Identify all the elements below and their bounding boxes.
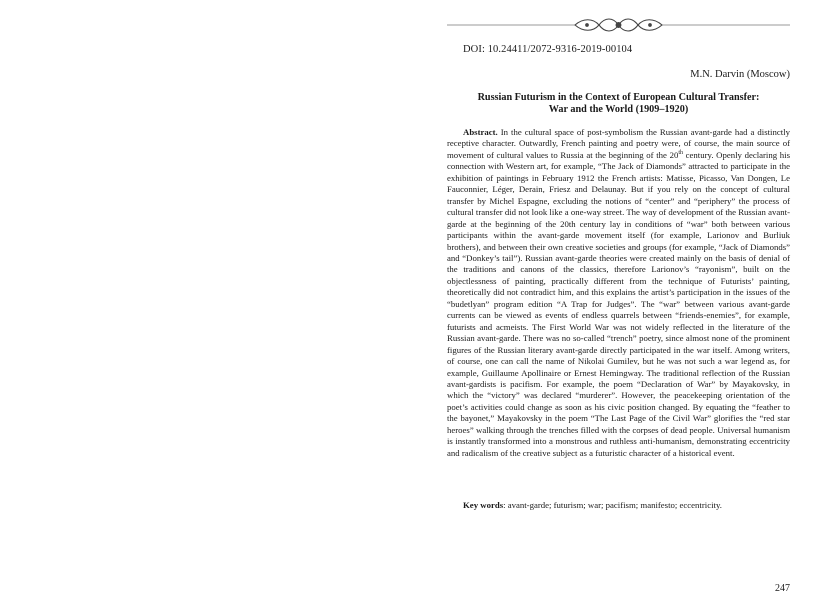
abstract-text-part2: century. Openly declaring his connection with Western art, for example, “The Jack of Diamonds” attracted to participate in the exhibition of paintings in February 1912 the French artists: Matisse, Picasso, Van Dongen, Le Fauconnier, Léger, Derain, Friesz and Delaunay. But if you rely on the concept of cultural transfer by Michel Espagne, excluding the notions of “center” and “periphery” the process of cultural transfer did not look like a one-way street. The way of development of the Russian avant-garde at the beginning of the 20th century lay in conditions of “war” both between various participants within the avant-garde movement itself (for example, Larionov and Burliuk brothers), and between their own creative societies and groups (for example, “Jack of Diamonds” and “Donkey’s tail”). Russian avant-garde theories were created mainly on the basis of denial of the traditions and canons of the classics, therefore Larionov’s “rayonism”, built on the objectlessness of painting, practically different from the technique of Futurists’ painting, theoretically did not contradict him, and this explains the artist’s participation in the issues of the “budetlyan” program edition “A Trap for Judges”. The “war” between various avant-garde currents can be viewed as events of endless quarrels between “friends-enemies”, for example, futurists and acmeists. The First World War was not widely reflected in the literature of the Russian avant-garde. There was no so-called “trench” poetry, since almost none of the prominent figures of the Russian literary avant-garde directly participated in the war itself. Among writers, of course, one can call the name of Nikolai Gumilev, but he was not such a war legend as, for example, Guillaume Apollinaire or Ernest Hemingway. The traditional reflection of the Russian avant-gardists is pacifism. For example, the poem “Declaration of War” by Mayakovsky, in which the “victory” was declared “murderer”. However, the peacekeeping orientation of the poet’s activities could change as soon as his civic position changed. By equating the “feather to the bayonet,” Mayakovsky in the poem “The Last Page of the Civil War” glorifies the “red star heroes” walking through the trenches filled with the corpses of dead people. Universal humanism is instantly transformed into a monstrous and ruthless anti-humanism, demonstrating eccentricity and radicalism of the creative subject as a futuristic character of a historical event. [447,149,790,458]
title-line-1: Russian Futurism in the Context of European Cultural Transfer: [477,92,760,103]
ornament-flourish [575,19,662,31]
abstract-label: Abstract. [463,127,498,137]
keywords-text: : avant-garde; futurism; war; pacifism; manifesto; eccentricity. [503,500,722,510]
title-line-2: War and the World (1909–1920) [548,104,689,115]
keywords-paragraph [447,500,790,511]
article-title [447,92,790,116]
abstract-superscript: th [678,150,683,156]
keywords-label: Key words [463,500,504,510]
abstract-text-part1: In the cultural space of post-symbolism the Russian avant-garde had a distinctly receptive character. Outwardly, French painting and poetry were, of course, the main source of movement of cultural values to Russia at the beginning of the 20 [447,127,790,160]
header-ornament [447,14,790,36]
abstract-paragraph [447,127,790,459]
journal-page [447,0,790,609]
author-name: M.N. Darvin (Moscow) [690,69,790,80]
doi-label[interactable]: DOI: 10.24411/2072-9316-2019-00104 [463,44,633,55]
page-number: 247 [775,583,790,594]
